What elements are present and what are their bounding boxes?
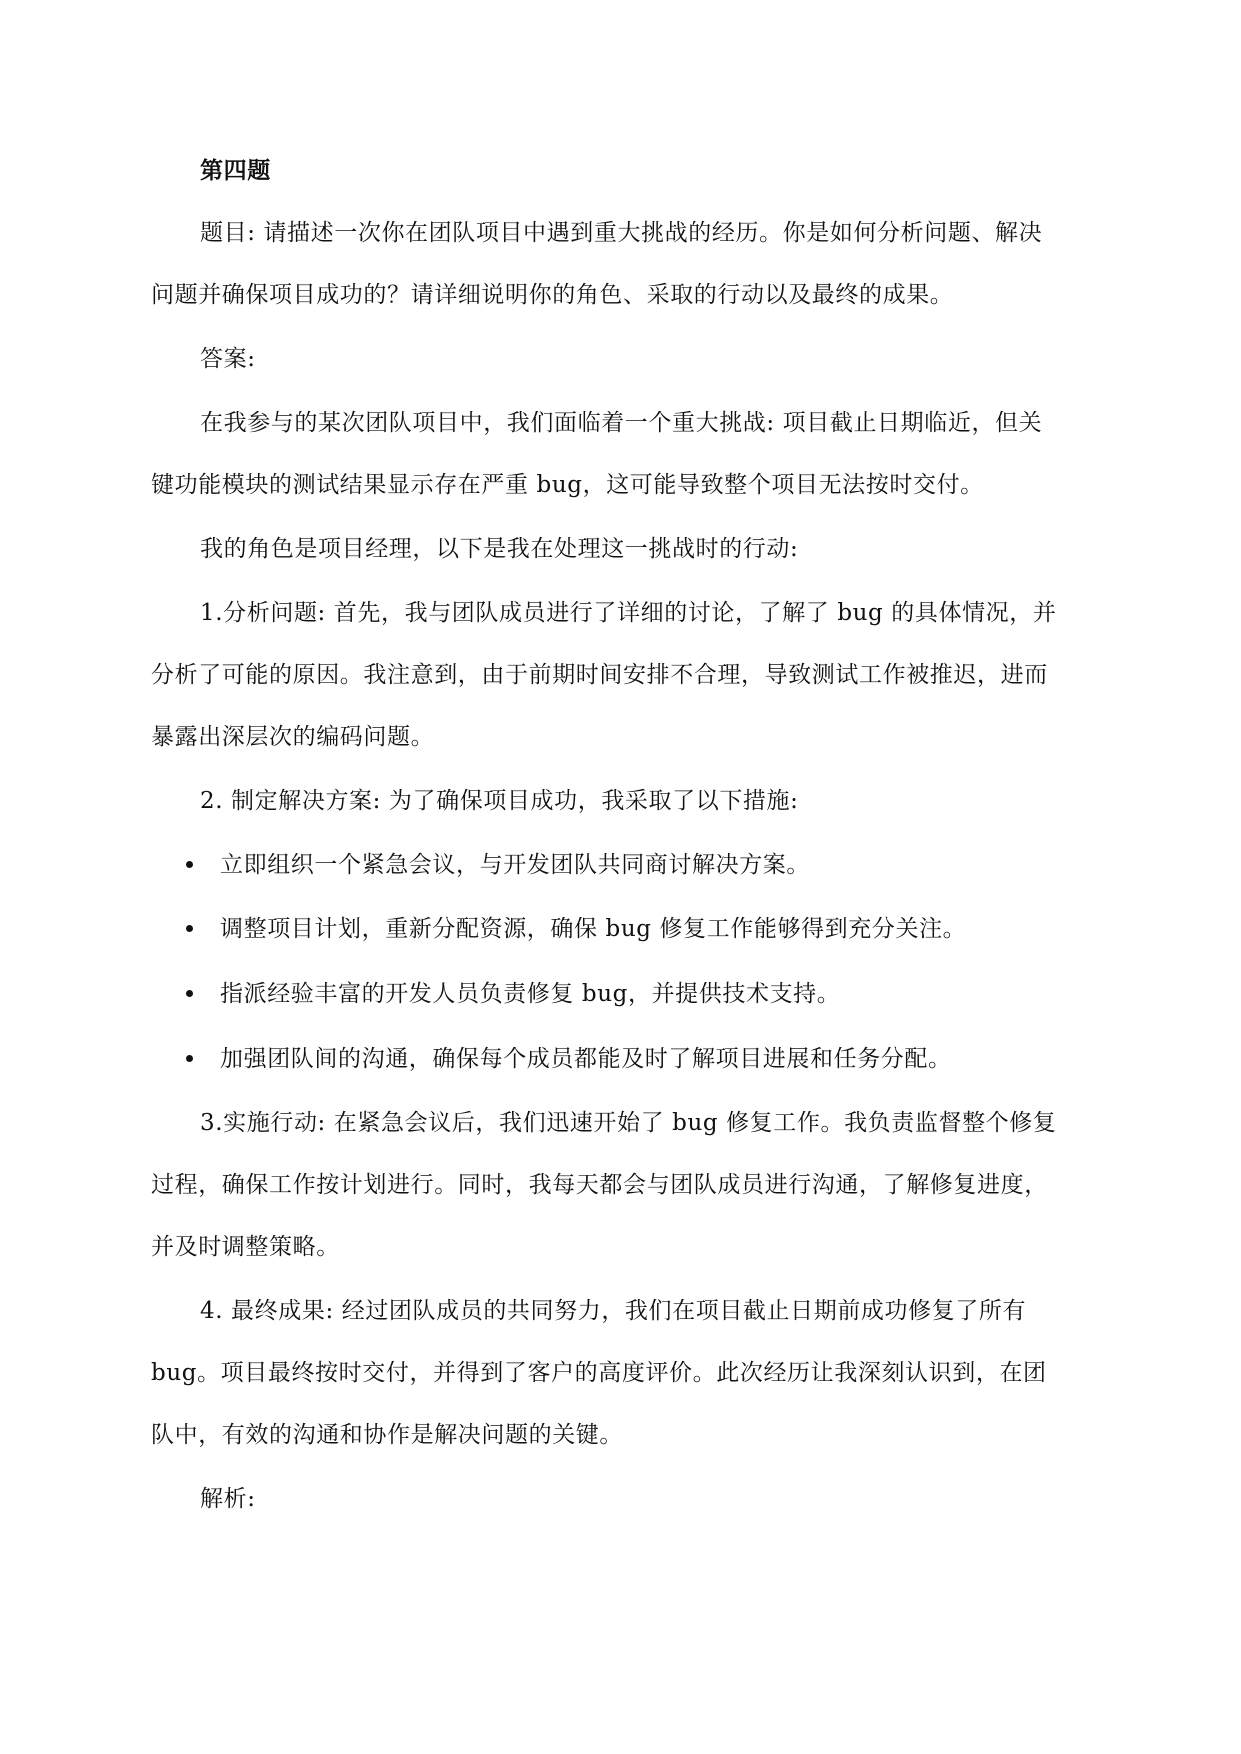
- step1-line-3: 暴露出深层次的编码问题。: [151, 724, 435, 750]
- bullet-item: [186, 910, 966, 943]
- intro-paragraph-line-2: 键功能模块的测试结果显示存在严重 bug，这可能导致整个项目无法按时交付。: [151, 472, 984, 498]
- step4-line-3: 队中，有效的沟通和协作是解决问题的关键。: [151, 1422, 623, 1448]
- step3-line-1: 3.实施行动: 在紧急会议后，我们迅速开始了 bug 修复工作。我负责监督整个修复: [200, 1110, 1057, 1136]
- bullet-text: 指派经验丰富的开发人员负责修复 bug，并提供技术支持。: [220, 981, 841, 1007]
- role-paragraph: 我的角色是项目经理，以下是我在处理这一挑战时的行动:: [200, 536, 799, 562]
- answer-label: 答案:: [200, 346, 256, 372]
- analysis-label: 解析:: [200, 1486, 256, 1512]
- bullet-dot-icon: [186, 990, 193, 997]
- bullet-item: [186, 846, 810, 879]
- question-text-line-1: 题目: 请描述一次你在团队项目中遇到重大挑战的经历。你是如何分析问题、解决: [200, 220, 1043, 246]
- bullet-text: 调整项目计划，重新分配资源，确保 bug 修复工作能够得到充分关注。: [220, 916, 967, 942]
- step2-line: 2. 制定解决方案: 为了确保项目成功，我采取了以下措施:: [200, 788, 799, 814]
- bullet-text: 立即组织一个紧急会议，与开发团队共同商讨解决方案。: [220, 852, 810, 878]
- step1-line-1: 1.分析问题: 首先，我与团队成员进行了详细的讨论，了解了 bug 的具体情况，并: [200, 600, 1057, 626]
- intro-paragraph-line-1: 在我参与的某次团队项目中，我们面临着一个重大挑战: 项目截止日期临近，但关: [200, 410, 1043, 436]
- question-heading: 第四题: [200, 158, 271, 184]
- bullet-dot-icon: [186, 861, 193, 868]
- step1-line-2: 分析了可能的原因。我注意到，由于前期时间安排不合理，导致测试工作被推迟，进而: [151, 662, 1048, 688]
- question-text-line-2: 问题并确保项目成功的？请详细说明你的角色、采取的行动以及最终的成果。: [151, 282, 954, 308]
- bullet-item: [186, 1040, 952, 1073]
- step3-line-3: 并及时调整策略。: [151, 1234, 340, 1260]
- bullet-item: [186, 975, 840, 1008]
- bullet-dot-icon: [186, 1055, 193, 1062]
- step3-line-2: 过程，确保工作按计划进行。同时，我每天都会与团队成员进行沟通，了解修复进度，: [151, 1172, 1048, 1198]
- step4-line-2: bug。项目最终按时交付，并得到了客户的高度评价。此次经历让我深刻认识到，在团: [151, 1360, 1047, 1386]
- bullet-text: 加强团队间的沟通，确保每个成员都能及时了解项目进展和任务分配。: [220, 1046, 952, 1072]
- step4-line-1: 4. 最终成果: 经过团队成员的共同努力，我们在项目截止日期前成功修复了所有: [200, 1298, 1027, 1324]
- bullet-dot-icon: [186, 925, 193, 932]
